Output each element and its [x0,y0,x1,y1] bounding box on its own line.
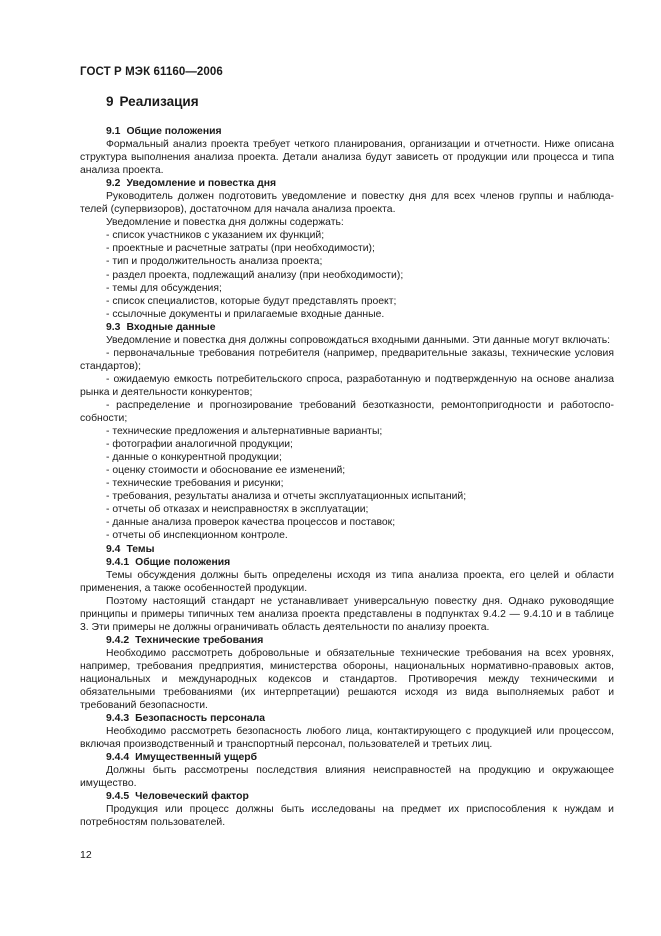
section-heading-9-1 [80,125,614,138]
paragraph: Уведомление и повестка дня должны сопровождаться входными данными. Эти данные могут включать: [106,334,611,346]
paragraph: Необходимо рассмотреть безопасность любого лица, контактирующего с продукцией или процессом, включая производственный и транспортный персонал, пользователей и третьих лиц. [80,726,614,751]
list-item: - отчеты об инспекционном контроле. [106,530,288,542]
section-number: 9.3 [106,321,121,333]
section-number: 9.2 [106,178,121,190]
section-heading-9-4 [80,543,614,556]
section-title: Темы [126,543,155,555]
list-item: - технические требования и рисунки; [106,478,284,490]
section-title: Общие положения [126,126,222,137]
list-item: - ссылочные документы и прилагаемые входные данные. [106,308,385,320]
paragraph: Уведомление и повестка дня должны содержать: [106,217,344,229]
list-item: - технические предложения и альтернативные варианты; [106,426,383,438]
paragraph: - первоначальные требования потребителя (например, предварительные заказы, технические условия стандартов); [80,347,614,372]
section-title: Технические требования [135,634,264,646]
paragraph: Должны быть рассмотрены последствия влияния неисправностей на продукцию и окружающее имущество. [80,765,614,790]
section-title: Общие положения [135,556,231,568]
paragraph: Темы обсуждения должны быть определены исходя из типа анализа проекта, его целей и области применения, а также особенностей продукции. [80,569,614,594]
section-heading-9-4-3 [80,712,614,725]
list-item: - отчеты об отказах и неисправностях в эксплуатации; [106,504,369,516]
list-item: - оценку стоимости и обоснование ее изменений; [106,465,346,477]
paragraph: - распределение и прогнозирование требований безотказности, ремонтопригодности и работоспособности; [80,399,614,425]
paragraph: Необходимо рассмотреть добровольные и обязательные технические требования на всех уровнях, например, требования предприятия, министерства обороны, национальных нормативно-правовых актов, национальных и международных кодексов и стандартов. Противоречия между техническими и обязательными требованиями (их интерпретации) решаются исходя из вида выполняемых работ и требований безопасности. [80,647,614,712]
section-heading-9-4-1 [80,556,614,569]
section-heading-9-3 [80,321,614,334]
list-item: - список участников с указанием их функций; [106,230,325,242]
section-title: Уведомление и повестка дня [126,178,277,190]
section-title: Имущественный ущерб [135,752,258,764]
section-number: 9.1 [106,126,121,137]
list-item: - тип и продолжительность анализа проекта; [106,256,323,268]
section-number: 9.4.3 [106,713,130,725]
paragraph: Руководитель должен подготовить уведомление и повестку дня для всех членов группы и наблюдателей (супервизоров), достаточном для начала анализа проекта. [80,191,614,216]
document-code-header: ГОСТ Р МЭК 61160—2006 [80,66,223,78]
section-number: 9.4 [106,543,121,555]
paragraph: - ожидаемую емкость потребительского спроса, разработанную и подтвержденную на основе анализа рынка и деятельности конкурентов; [80,373,614,398]
list-item: - темы для обсуждения; [106,282,222,294]
paragraph: Поэтому настоящий стандарт не устанавливает универсальную повестку дня. Однако руководящие принципы и примеры типичных тем анализа проекта представлены в подпунктах 9.4.2 — 9.4.10 и в таблице 3. Эти примеры не должны ограничивать область деятельности по анализу проекта. [80,595,614,633]
list-item: - список специалистов, которые будут представлять проект; [106,295,397,307]
section-heading-9 [80,93,614,111]
list-item: - проектные и расчетные затраты (при необходимости); [106,243,375,255]
list-item: - фотографии аналогичной продукции; [106,439,293,451]
list-item: - данные анализа проверок качества процессов и поставок; [106,517,396,529]
section-heading-9-2 [80,177,614,190]
section-title: Человеческий фактор [135,791,249,803]
section-heading-9-4-2 [80,634,614,647]
section-number: 9.4.4 [106,752,130,764]
section-heading-9-4-4 [80,751,614,764]
paragraph: Формальный анализ проекта требует четкого планирования, организации и отчетности. Ниже описана структура выполнения анализа проекта. Детали анализа будут зависеть от продукции или процесса и типа анализа проекта. [80,139,614,177]
section-number: 9.4.1 [106,556,130,568]
list-item: - раздел проекта, подлежащий анализу (при необходимости); [106,269,404,281]
document-body [80,93,614,830]
section-title: Безопасность персонала [135,713,266,725]
section-number: 9.4.5 [106,791,130,803]
section-number: 9.4.2 [106,634,130,646]
section-number: 9 [106,94,114,109]
section-title: Входные данные [126,321,216,333]
section-heading-9-4-5 [80,790,614,803]
list-item: - требования, результаты анализа и отчеты эксплуатационных испытаний; [106,491,467,503]
page-number: 12 [80,849,92,861]
section-title: Реализация [119,94,199,109]
list-item: - данные о конкурентной продукции; [106,452,282,464]
paragraph: Продукция или процесс должны быть исследованы на предмет их приспособления к нуждам и потребностям пользователей. [80,804,614,829]
